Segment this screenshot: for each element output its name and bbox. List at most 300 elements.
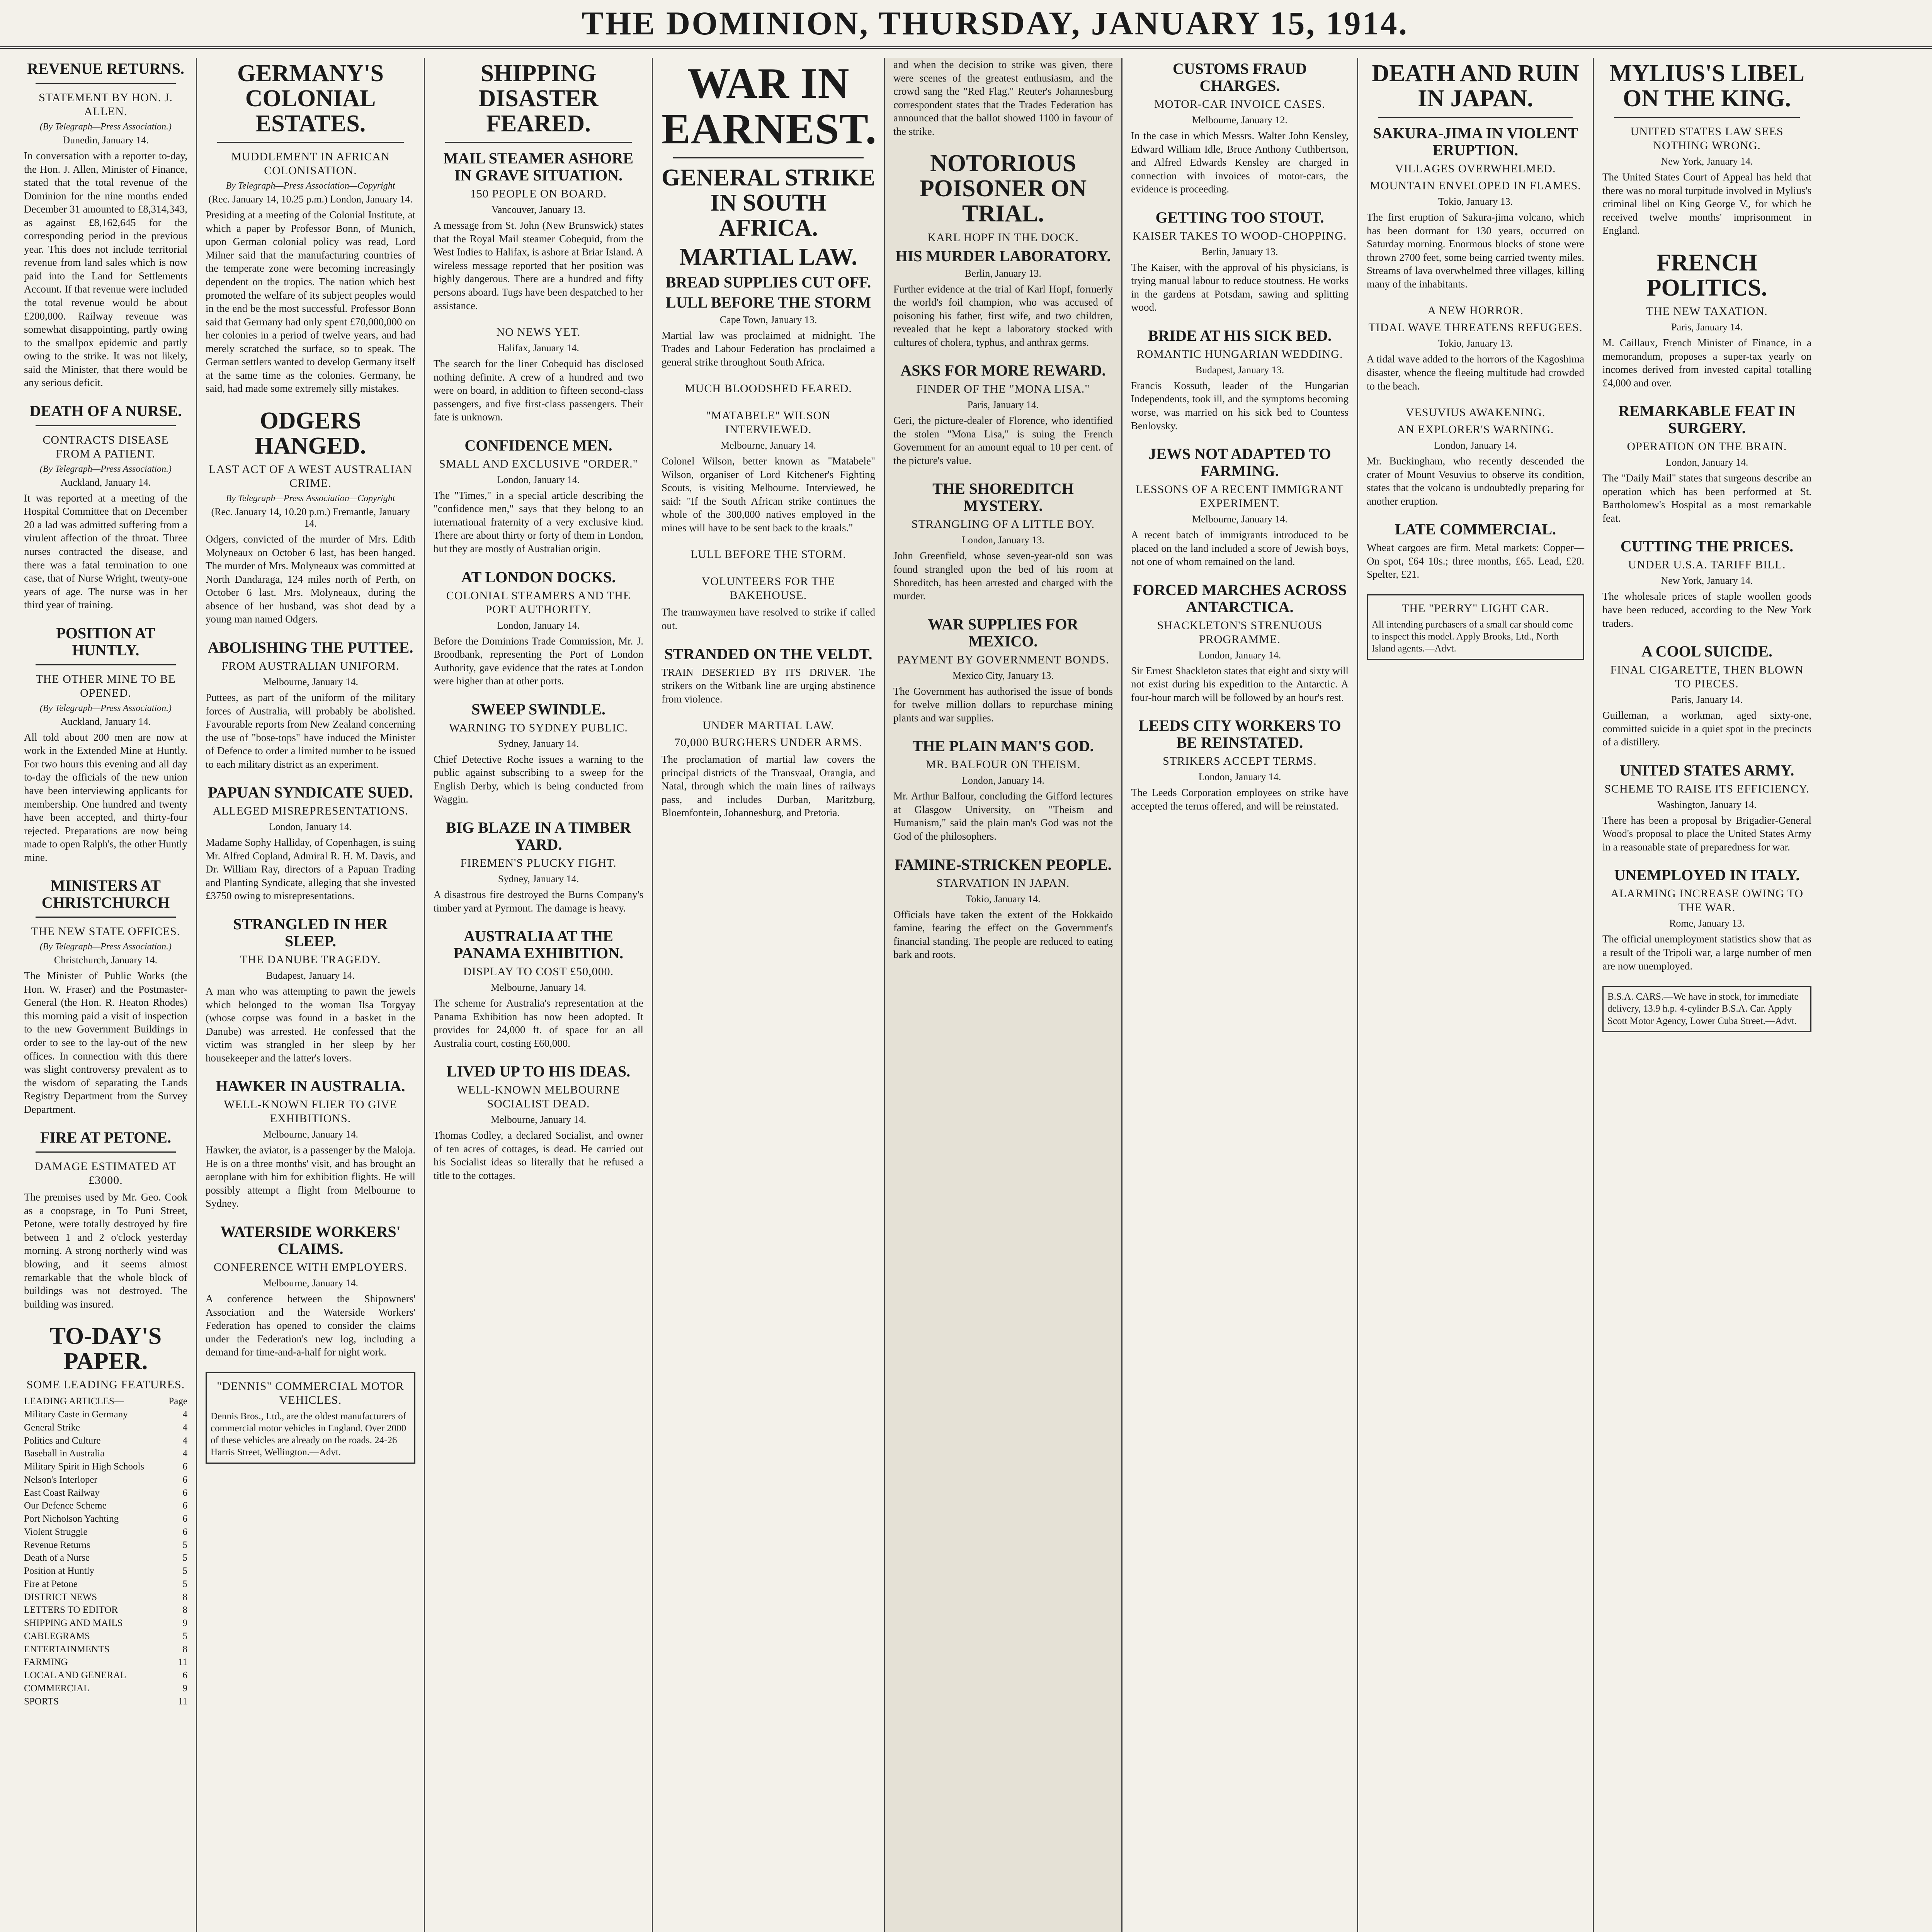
dateline: Melbourne, January 14. (721, 440, 816, 451)
headline: ASKS FOR MORE REWARD. (900, 362, 1106, 379)
subheadline: THE DANUBE TRAGEDY. (240, 953, 381, 966)
dateline: New York, January 14. (1661, 156, 1753, 167)
headline: THE SHOREDITCH MYSTERY. (932, 480, 1074, 515)
subheadline: SHACKLETON'S STRENUOUS PROGRAMME. (1157, 619, 1323, 646)
dateline: Halifax, January 14. (498, 342, 579, 354)
dateline: Melbourne, January 14. (491, 1114, 586, 1126)
feature-label: Port Nicholson Yachting (24, 1514, 119, 1524)
article-body: The first eruption of Sakura-jima volcano, which has been dormant for 130 years, occurred on Saturday morning. Enormous blocks of stone were thrown 2700 feet, some being carried twenty miles. Streams of lava overwhelmed three villages, killing many of the inhabitants. (1367, 211, 1584, 290)
article-body: The search for the liner Cobequid has disclosed nothing definite. A crew of a hundred and two were on board, in addition to fifteen second-class passengers, and five first-class passengers. Their fate is unknown. (434, 358, 643, 423)
headline: FORCED MARCHES ACROSS ANTARCTICA. (1133, 581, 1347, 616)
dateline: Melbourne, January 14. (263, 676, 358, 687)
feature-label: East Coast Railway (24, 1487, 100, 1498)
article-revenue (24, 60, 187, 389)
feature-label: LETTERS TO EDITOR (24, 1605, 118, 1616)
dateline: Berlin, January 13. (965, 267, 1041, 279)
list-item (24, 1499, 187, 1512)
subheadline: CONFERENCE WITH EMPLOYERS. (213, 1260, 408, 1274)
article-todays-paper (24, 1324, 187, 1708)
article-waterside (206, 1223, 415, 1359)
divider (36, 425, 176, 426)
article-strike-continued (893, 58, 1113, 138)
article-commercial (1367, 521, 1584, 581)
ad-body: Dennis Bros., Ltd., are the oldest manufacturers of commercial motor vehicles in England. Over 2000 of these vehicles are already on the roads. 24-26 Harris Street, Wellington.—Advt. (211, 1411, 406, 1458)
article-fire (24, 1129, 187, 1311)
article-body: All told about 200 men are now at work in the Extended Mine at Huntly. For two hours this evening and all day to-day the officials of the new union have been interviewing applicants for membership. One hundred and twenty have been accepted, and thirty-four rejected. Preparations are now being made to open Ralph's, the other Huntly mine. (24, 731, 187, 863)
article-japan (1367, 61, 1584, 291)
article-army (1602, 762, 1811, 854)
article-french (1602, 250, 1811, 389)
dateline: New York, January 14. (1661, 575, 1753, 587)
article-antarctica (1131, 582, 1349, 704)
article-body: The United States Court of Appeal has held that there was no moral turpitude involved in Mylius's criminal libel on King George V., for which he received twelve months' imprisonment in England. (1602, 171, 1811, 236)
dateline: Vancouver, January 13. (492, 204, 585, 216)
article-body: In the case in which Messrs. Walter John Kensley, Edward William Idle, Bruce Anthony Cuthbertson, and Alfred Edwards Kensley are charged in connection with invoices of motor-cars, the evidence is proceeding. (1131, 130, 1349, 195)
headline: A COOL SUICIDE. (1641, 643, 1772, 660)
feature-label: Nelson's Interloper (24, 1474, 97, 1485)
article-papuan (206, 784, 415, 903)
dateline: Melbourne, January 14. (491, 982, 586, 993)
article-huntly (24, 625, 187, 864)
list-item (24, 1578, 187, 1591)
column-4 (653, 58, 885, 1932)
article-war (662, 61, 875, 369)
list-item (24, 1565, 187, 1578)
feature-page: 4 (182, 1422, 187, 1433)
list-item (24, 1486, 187, 1500)
subheadline: COLONIAL STEAMERS AND THE PORT AUTHORITY. (446, 589, 631, 616)
subheadline: WELL-KNOWN FLIER TO GIVE EXHIBITIONS. (224, 1098, 397, 1125)
article-body: Mr. Arthur Balfour, concluding the Gifford lectures at Glasgow University, on "Theism and Humanism," said the plain man's God was not the God of the philosophers. (893, 790, 1113, 842)
dateline: London, January 14. (1198, 649, 1281, 661)
column-8 (1594, 58, 1820, 1932)
article-famine (893, 856, 1113, 961)
dateline: London, January 13. (962, 534, 1044, 546)
article-body: The premises used by Mr. Geo. Cook as a coopsrage, in To Puni Street, Petone, were totally destroyed by fire between 1 and 2 o'clock yesterday morning. A strong northerly wind was blowing, and it seems almost remarkable that the whole block of buildings was not destroyed. The building was insured. (24, 1191, 187, 1310)
article-panama (434, 928, 643, 1050)
article-blaze (434, 819, 643, 915)
article-body: In conversation with a reporter to-day, the Hon. J. Allen, Minister of Finance, stated that the total revenue of the Dominion for the nine months ended December 31 amounted to £8,314,343, as against £8,162,645 for the corresponding period in the previous year. This does not include territorial revenue from land sales which is now paid into the Land for Settlements Account. If that revenue were included the total revenue would be about £200,000. Railway revenue was somewhat disappointing, partly owing to the smallpox epidemic and partly owing to the strike. It was not likely, said the Minister, that there would be any serious deficit. (24, 150, 187, 389)
feature-label: SHIPPING AND MAILS (24, 1618, 123, 1629)
advertisement-perry (1367, 594, 1584, 660)
dateline: Auckland, January 14. (60, 716, 151, 727)
article-shipping (434, 61, 643, 312)
article-body: Chief Detective Roche issues a warning to the public against subscribing to a sweep for the English Derby, which is being conducted from Waggin. (434, 753, 643, 805)
article-body: The scheme for Australia's representation at the Panama Exhibition has now been adopted. It provides for 24,000 ft. of space for an all Australia court, costing £60,000. (434, 997, 643, 1049)
dateline: Budapest, January 14. (266, 969, 355, 981)
headline: ODGERS HANGED. (255, 407, 366, 459)
article-body: The tramwaymen have resolved to strike if called out. (662, 606, 875, 632)
headline: REVENUE RETURNS. (27, 60, 184, 77)
article-bloodshed (662, 382, 875, 396)
dateline: Budapest, January 13. (1195, 364, 1284, 376)
article-body: The official unemployment statistics show that as a result of the Tripoli war, a large number of men are now unemployed. (1602, 933, 1811, 972)
headline: BIG BLAZE IN A TIMBER YARD. (446, 818, 631, 853)
headline: VOLUNTEERS FOR THE BAKEHOUSE. (701, 575, 835, 602)
headline: UNITED STATES ARMY. (1619, 761, 1794, 779)
list-item (24, 1421, 187, 1434)
headline: PAPUAN SYNDICATE SUED. (208, 784, 413, 801)
dateline: Tokio, January 14. (966, 893, 1041, 905)
headline: VESUVIUS AWAKENING. (1405, 406, 1546, 419)
article-stout (1131, 209, 1349, 314)
list-item (24, 1630, 187, 1643)
article-body: A disastrous fire destroyed the Burns Company's timber yard at Pyrmont. The damage is heavy. (434, 888, 643, 914)
list-item (24, 1695, 187, 1708)
subheadline: WARNING TO SYDNEY PUBLIC. (449, 721, 628, 734)
article-body: Hawker, the aviator, is a passenger by the Maloja. He is on a three months' visit, and has brought an aeroplane with him for exhibition flights. He will possibly attempt a flight from Melbourne to Sydney. (206, 1144, 415, 1209)
article-body: Before the Dominions Trade Commission, Mr. J. Broodbank, representing the Port of London Authority, gave evidence that the rates at London were higher than at other ports. (434, 635, 643, 687)
article-body: Martial law was proclaimed at midnight. The Trades and Labour Federation has proclaimed a general strike throughout South Africa. (662, 329, 875, 368)
headline: AT LONDON DOCKS. (461, 568, 616, 586)
dateline: (Rec. January 14, 10.25 p.m.) London, January 14. (208, 194, 413, 205)
feature-page: 6 (182, 1461, 187, 1472)
article-strangled (206, 916, 415, 1065)
article-prices (1602, 538, 1811, 630)
article-body: Colonel Wilson, better known as "Matabele" Wilson, organiser of Lord Kitchener's Fighting Scouts, is visiting Melbourne. Interviewed, he said: "If the South African strike continues the whole of the 300,000 natives employed in the mines will have to be sent back to the kraals." (662, 455, 875, 534)
feature-label: Military Caste in Germany (24, 1409, 128, 1420)
subheadline: SCHEME TO RAISE ITS EFFICIENCY. (1604, 782, 1810, 795)
feature-page: 6 (182, 1526, 187, 1537)
feature-label: Death of a Nurse (24, 1553, 90, 1563)
headline: GERMANY'S COLONIAL ESTATES. (237, 60, 384, 137)
column-2 (197, 58, 425, 1932)
advertisement-bsa (1602, 986, 1811, 1032)
feature-label: LEADING ARTICLES— (24, 1396, 124, 1407)
subheadline: MOTOR-CAR INVOICE CASES. (1154, 98, 1325, 111)
feature-page: 6 (182, 1487, 187, 1498)
feature-page: 4 (182, 1409, 187, 1420)
article-body: The wholesale prices of staple woollen goods have been reduced, according to the New York traders. (1602, 590, 1811, 629)
article-body: The Government has authorised the issue of bonds for twelve million dollars to repurchase mining plants and war supplies. (893, 685, 1113, 724)
article-odgers (206, 408, 415, 626)
feature-page: 6 (182, 1500, 187, 1511)
article-germany (206, 61, 415, 395)
article-horror (1367, 304, 1584, 393)
article-body: A message from St. John (New Brunswick) states that the Royal Mail steamer Cobequid, from the West Indies to Halifax, is ashore at Briar Island. A wireless message reported that her position was highly dangerous. There are a hundred and fifty persons aboard. Tugs have been despatched to her assistance. (434, 219, 643, 311)
article-body: Odgers, convicted of the murder of Mrs. Edith Molyneaux on October 6 last, has been hanged. The murder of Mrs. Molyneaux was committed at North Dandaraga, 124 miles north of Perth, on October 6 last. Mrs. Molyneaux, during the absence of her husband, was shot dead by a young man named Odgers. (206, 533, 415, 625)
ad-body: B.S.A. CARS.—We have in stock, for immediate delivery, 13.9 h.p. 4-cylinder B.S.A. Car. Apply Scott Motor Agency, Lower Cuba Street.—Advt. (1607, 992, 1799, 1026)
feature-label: COMMERCIAL (24, 1683, 90, 1694)
list-item (24, 1408, 187, 1421)
dateline: London, January 14. (1198, 771, 1281, 783)
ad-title: "DENNIS" COMMERCIAL MOTOR VEHICLES. (217, 1379, 404, 1406)
headline: LIVED UP TO HIS IDEAS. (446, 1063, 631, 1080)
article-body: TRAIN DESERTED BY ITS DRIVER. The strikers on the Witbank line are urging abstinence from violence. (662, 666, 875, 705)
headline: NO NEWS YET. (496, 326, 581, 339)
subheadline: TIDAL WAVE THREATENS REFUGEES. (1368, 321, 1583, 334)
column-5 (885, 58, 1122, 1932)
article-unemployed (1602, 867, 1811, 973)
subheadline: 70,000 BURGHERS UNDER ARMS. (674, 736, 862, 749)
list-item (24, 1669, 187, 1682)
credit: (By Telegraph—Press Association.) (39, 122, 172, 132)
feature-page: 5 (182, 1539, 187, 1550)
headline: CONFIDENCE MEN. (464, 436, 612, 454)
feature-label: Military Spirit in High Schools (24, 1461, 145, 1472)
article-puttee (206, 639, 415, 771)
headline: SWEEP SWINDLE. (471, 700, 605, 718)
dateline: Melbourne, January 14. (263, 1129, 358, 1140)
headline: DEATH AND RUIN IN JAPAN. (1372, 60, 1579, 112)
feature-page: 4 (182, 1448, 187, 1459)
article-hawker (206, 1078, 415, 1210)
subheadline: STARVATION IN JAPAN. (936, 876, 1070, 889)
subheadline: MUDDLEMENT IN AFRICAN COLONISATION. (231, 150, 390, 177)
article-body: The "Times," in a special article describing the "confidence men," says that they belong to an international fraternity of a very exclusive kind. There are about thirty or forty of them in London, but they are mostly of Australian origin. (434, 489, 643, 555)
dateline: Dunedin, January 14. (63, 134, 149, 146)
subheadline: LESSONS OF A RECENT IMMIGRANT EXPERIMENT. (1136, 483, 1344, 510)
headline: MYLIUS'S LIBEL ON THE KING. (1609, 60, 1804, 112)
subheadline: BREAD SUPPLIES CUT OFF. (665, 273, 871, 291)
subheadline: ALLEGED MISREPRESENTATIONS. (213, 804, 408, 818)
list-item (24, 1512, 187, 1526)
features-list (24, 1395, 187, 1708)
subheadline: FINDER OF THE "MONA LISA." (916, 383, 1090, 396)
list-item (24, 1526, 187, 1539)
article-bakehouse (662, 575, 875, 632)
dateline: Melbourne, January 14. (263, 1277, 358, 1289)
feature-page: 11 (178, 1657, 187, 1668)
subheadline: THE OTHER MINE TO BE OPENED. (36, 672, 176, 699)
article-nurse (24, 403, 187, 612)
article-body: A man who was attempting to pawn the jewels which belonged to the woman Ilsa Torgyay (whose corpse was found in a basket in the Danube) was arrested. He confessed that the victim was strangled in her sleep by her housekeeper and the latter's lovers. (206, 985, 415, 1064)
dateline: Tokio, January 13. (1438, 338, 1513, 349)
article-body: Further evidence at the trial of Karl Hopf, formerly the world's foil champion, who was accused of poisoning his father, first wife, and two children, revealed that he kept a laboratory stocked with cultures of cholera, typhus, and anthrax germs. (893, 283, 1113, 348)
divider (673, 157, 864, 158)
feature-page: Page (168, 1396, 187, 1407)
columns (15, 58, 1932, 1932)
headline: CUSTOMS FRAUD CHARGES. (1172, 60, 1307, 94)
article-body: John Greenfield, whose seven-year-old son was found strangled upon the bed of his room at Shoreditch, has been arrested and charged with the murder. (893, 550, 1113, 602)
feature-page: 8 (182, 1644, 187, 1655)
subheadline: LAST ACT OF A WEST AUSTRALIAN CRIME. (209, 463, 412, 490)
article-body: The Leeds Corporation employees on strike have accepted the terms offered, and will be reinstated. (1131, 787, 1349, 812)
credit: (By Telegraph—Press Association.) (39, 703, 172, 713)
headline: "MATABELE" WILSON INTERVIEWED. (706, 409, 831, 436)
subheadline: HIS MURDER LABORATORY. (895, 247, 1111, 265)
feature-label: General Strike (24, 1422, 80, 1433)
headline: STRANDED ON THE VELDT. (664, 645, 872, 663)
list-item (24, 1460, 187, 1473)
dateline: London, January 14. (269, 821, 352, 833)
subheadline: STRIKERS ACCEPT TERMS. (1163, 755, 1317, 768)
headline: AUSTRALIA AT THE PANAMA EXHIBITION. (453, 927, 624, 962)
ad-title: THE "PERRY" LIGHT CAR. (1402, 602, 1549, 615)
article-body: Francis Kossuth, leader of the Hungarian Independents, took ill, and the symptoms becoming worse, was married on his sick bed to Countess Benlovsky. (1131, 379, 1349, 432)
list-item (24, 1682, 187, 1695)
article-body: There has been a proposal by Brigadier-General Wood's proposal to place the United States Army in a reasonable state of preparedness for war. (1602, 814, 1811, 853)
feature-label: Violent Struggle (24, 1526, 88, 1537)
divider (36, 1151, 176, 1153)
article-shoreditch (893, 480, 1113, 602)
subheadline: UNDER U.S.A. TARIFF BILL. (1628, 558, 1786, 571)
feature-page: 8 (182, 1592, 187, 1602)
article-mona-lisa (893, 362, 1113, 467)
list-item (24, 1643, 187, 1656)
divider (36, 664, 176, 665)
article-body: A recent batch of immigrants introduced to be placed on the land included a score of Jewish boys, not one of whom remained on the land. (1131, 529, 1349, 568)
subheadline: FIREMEN'S PLUCKY FIGHT. (460, 856, 617, 869)
headline: DEATH OF A NURSE. (29, 402, 182, 420)
article-body: The proclamation of martial law covers the principal districts of the Transvaal, Orangia, and Natal, through which the main lines of railways pass, and includes Durban, Maritzburg, Bloemfontein, Johannesburg, and Pretoria. (662, 753, 875, 819)
dateline: (Rec. January 14, 10.20 p.m.) Fremantle, January 14. (211, 506, 410, 529)
dateline: Berlin, January 13. (1201, 246, 1278, 257)
subheadline: THE NEW STATE OFFICES. (31, 925, 180, 938)
article-wilson (662, 409, 875, 534)
subheadline: MR. BALFOUR ON THEISM. (925, 758, 1081, 771)
article-suicide (1602, 643, 1811, 749)
subheadline: DAMAGE ESTIMATED AT £3000. (34, 1160, 177, 1187)
masthead (0, 0, 1932, 49)
article-body: Presiding at a meeting of the Colonial Institute, at which a paper by Professor Bonn, of Munich, upon German colonial policy was read, Lord Milner said that the manufacturing countries of the temperate zone were becoming increasingly dependent on the tropics. The nation which best promoted the welfare of its subject peoples would in the end be the most successful. Professor Bonn said that Germany had only spent £70,000,000 on her colonies in a period of twelve years, and had merely scratched the surface, so to speak. The German settlers wanted to develop Germany itself at the same time as the colonies. Germany, he said, had made some extremely silly mistakes. (206, 209, 415, 395)
feature-page: 9 (182, 1618, 187, 1629)
headline: FAMINE-STRICKEN PEOPLE. (895, 855, 1112, 873)
article-body: The "Daily Mail" states that surgeons describe an operation which has been performed at St. Bartholomew's Hospital as a most remarkable feat. (1602, 472, 1811, 524)
subheadline: MAIL STEAMER ASHORE IN GRAVE SITUATION. (443, 150, 634, 184)
article-ideas (434, 1063, 643, 1182)
article-jews (1131, 446, 1349, 568)
feature-page: 11 (178, 1696, 187, 1707)
headline: ABOLISHING THE PUTTEE. (207, 638, 413, 656)
article-body: Puttees, as part of the uniform of the military forces of Australia, will probably be abolished. Favourable reports from New Zealand concerning the use of "bose-tops" have induced the Minister of Defence to order a limited number to be issued to each military district as an experiment. (206, 691, 415, 770)
feature-label: Revenue Returns (24, 1539, 90, 1550)
list-item (24, 1591, 187, 1604)
feature-page: 4 (182, 1435, 187, 1446)
subheadline: KAISER TAKES TO WOOD-CHOPPING. (1133, 229, 1347, 242)
dateline: Cape Town, January 13. (719, 314, 817, 325)
divider (36, 83, 176, 84)
article-confidence (434, 437, 643, 556)
subheadline: WELL-KNOWN MELBOURNE SOCIALIST DEAD. (457, 1083, 620, 1111)
feature-label: Fire at Petone (24, 1578, 78, 1589)
dateline: Melbourne, January 12. (1192, 114, 1287, 126)
dateline: Sydney, January 14. (498, 873, 579, 884)
article-martial (662, 719, 875, 820)
article-body: Thomas Codley, a declared Socialist, and owner of ten acres of cottages, is dead. He carried out his Socialist ideas so literally that he refused a title to the cottages. (434, 1129, 643, 1181)
feature-label: ENTERTAINMENTS (24, 1644, 110, 1655)
headline: HAWKER IN AUSTRALIA. (216, 1077, 405, 1095)
dateline: Auckland, January 14. (60, 476, 151, 488)
feature-label: LOCAL AND GENERAL (24, 1670, 126, 1681)
list-item (24, 1551, 187, 1565)
subheadline: CONTRACTS DISEASE FROM A PATIENT. (43, 433, 169, 460)
headline: STRANGLED IN HER SLEEP. (233, 915, 388, 950)
headline: WATERSIDE WORKERS' CLAIMS. (220, 1223, 401, 1257)
divider (36, 917, 176, 918)
headline: JEWS NOT ADAPTED TO FARMING. (1148, 445, 1331, 480)
list-item (24, 1604, 187, 1617)
headline: LEEDS CITY WORKERS TO BE REINSTATED. (1138, 717, 1341, 752)
divider (1614, 117, 1800, 118)
divider (217, 142, 404, 143)
headline: MUCH BLOODSHED FEARED. (685, 382, 852, 395)
feature-page: 5 (182, 1566, 187, 1577)
dateline: Paris, January 14. (1671, 321, 1743, 333)
credit: (By Telegraph—Press Association.) (39, 464, 172, 474)
dateline: Tokio, January 13. (1438, 196, 1513, 207)
article-sweep (434, 701, 643, 806)
feature-page: 6 (182, 1670, 187, 1681)
dateline: Paris, January 14. (1671, 694, 1743, 706)
dateline: London, January 14. (1434, 440, 1517, 451)
dateline: Washington, January 14. (1657, 799, 1757, 810)
subheadline: AN EXPLORER'S WARNING. (1397, 423, 1554, 436)
feature-label: Politics and Culture (24, 1435, 101, 1446)
headline: LULL BEFORE THE STORM. (690, 548, 847, 561)
article-body: The Kaiser, with the approval of his physicians, is trying manual labour to reduce stoutness. He works in the gardens at Potsdam, sawing and splitting wood. (1131, 261, 1349, 313)
subheadline: MOUNTAIN ENVELOPED IN FLAMES. (1370, 179, 1581, 192)
subheadline: VILLAGES OVERWHELMED. (1395, 162, 1556, 175)
dateline: Paris, January 14. (967, 399, 1039, 411)
feature-label: CABLEGRAMS (24, 1631, 90, 1641)
masthead-title: THE DOMINION, THURSDAY, JANUARY 15, 1914. (581, 5, 1409, 42)
subheadline: 150 PEOPLE ON BOARD. (470, 187, 607, 201)
article-poisoner (893, 151, 1113, 349)
headline: BRIDE AT HIS SICK BED. (1148, 327, 1332, 344)
dateline: Rome, January 13. (1669, 918, 1745, 929)
dateline: London, January 14. (962, 775, 1044, 786)
subheadline: ROMANTIC HUNGARIAN WEDDING. (1136, 347, 1343, 361)
column-1 (15, 58, 197, 1932)
article-vesuvius (1367, 406, 1584, 508)
subheadline: SMALL AND EXCLUSIVE "ORDER." (439, 457, 638, 470)
article-mylius (1602, 61, 1811, 237)
subheadline: DISPLAY TO COST £50,000. (463, 965, 614, 978)
divider (445, 142, 632, 143)
headline: MINISTERS AT CHRISTCHURCH (41, 877, 170, 912)
feature-page: 5 (182, 1578, 187, 1589)
article-body: Geri, the picture-dealer of Florence, who identified the stolen "Mona Lisa," is suing the French Government for an amount equal to 10 per cent. of the picture's value. (893, 415, 1113, 466)
list-item (24, 1656, 187, 1669)
headline: THE PLAIN MAN'S GOD. (912, 737, 1094, 755)
feature-label: Our Defence Scheme (24, 1500, 107, 1511)
headline: UNEMPLOYED IN ITALY. (1614, 866, 1800, 884)
dateline: Melbourne, January 14. (1192, 514, 1287, 525)
feature-label: DISTRICT NEWS (24, 1592, 97, 1602)
subheadline: FROM AUSTRALIAN UNIFORM. (221, 659, 400, 672)
article-body: A tidal wave added to the horrors of the Kagoshima disaster, whence the fleeing multitude had crowded to the beach. (1367, 353, 1584, 392)
article-body: Mr. Buckingham, who recently descended the crater of Mount Vesuvius to observe its condition, states that the volcano is undoubtedly preparing for another eruption. (1367, 455, 1584, 507)
subheadline: STATEMENT BY HON. J. ALLEN. (39, 91, 173, 118)
feature-page: 5 (182, 1553, 187, 1563)
credit: (By Telegraph—Press Association.) (39, 942, 172, 952)
column-3 (425, 58, 653, 1932)
dateline: Christchurch, January 14. (54, 954, 158, 966)
article-surgery (1602, 403, 1811, 525)
subheadline: UNITED STATES LAW SEES NOTHING WRONG. (1630, 125, 1784, 152)
article-body: Guilleman, a workman, aged sixty-one, committed suicide in a quiet spot in the precincts of a distillery. (1602, 709, 1811, 748)
headline: GETTING TOO STOUT. (1155, 208, 1324, 226)
subheadline: OPERATION ON THE BRAIN. (1627, 440, 1787, 453)
article-god (893, 738, 1113, 843)
headline: A NEW HORROR. (1427, 304, 1524, 317)
feature-page: 6 (182, 1474, 187, 1485)
feature-label: SPORTS (24, 1696, 59, 1707)
credit: By Telegraph—Press Association—Copyright (226, 181, 395, 191)
article-no-news (434, 325, 643, 424)
article-body: and when the decision to strike was given, there were scenes of the greatest enthusiasm, and the crowd sang the "Red Flag." Reuter's Johannesburg correspondent states that the Trades Federation has announced that the ballot showed 1100 in favour of the strike. (893, 59, 1113, 137)
article-body: Wheat cargoes are firm. Metal markets: Copper—On spot, £64 10s.; three months, £65. Lead, £20. Spelter, £21. (1367, 542, 1584, 580)
feature-label: Baseball in Australia (24, 1448, 105, 1459)
subheadline: ALARMING INCREASE OWING TO THE WAR. (1610, 887, 1804, 914)
subheadline: SAKURA-JIMA IN VIOLENT ERUPTION. (1373, 124, 1578, 159)
ad-body: All intending purchasers of a small car should come to inspect this model. Apply Brooks, Ltd., North Island agents.—Advt. (1372, 619, 1573, 654)
article-bride (1131, 327, 1349, 432)
article-body: The Minister of Public Works (the Hon. W. Fraser) and the Postmaster-General (the Hon. R. Heaton Rhodes) this morning paid a visit of inspection to the new Government Buildings in order to see to the lay-out of the new offices. In connection with this there was slight controversy prevalent as to the wisdom of separating the Lands Registry Department from the Survey Department. (24, 970, 187, 1115)
article-body: Sir Ernest Shackleton states that eight and sixty will not exist during his expedition to the Antarctic. A four-hour march will be followed by an hour's rest. (1131, 665, 1349, 703)
feature-label: FARMING (24, 1657, 68, 1668)
